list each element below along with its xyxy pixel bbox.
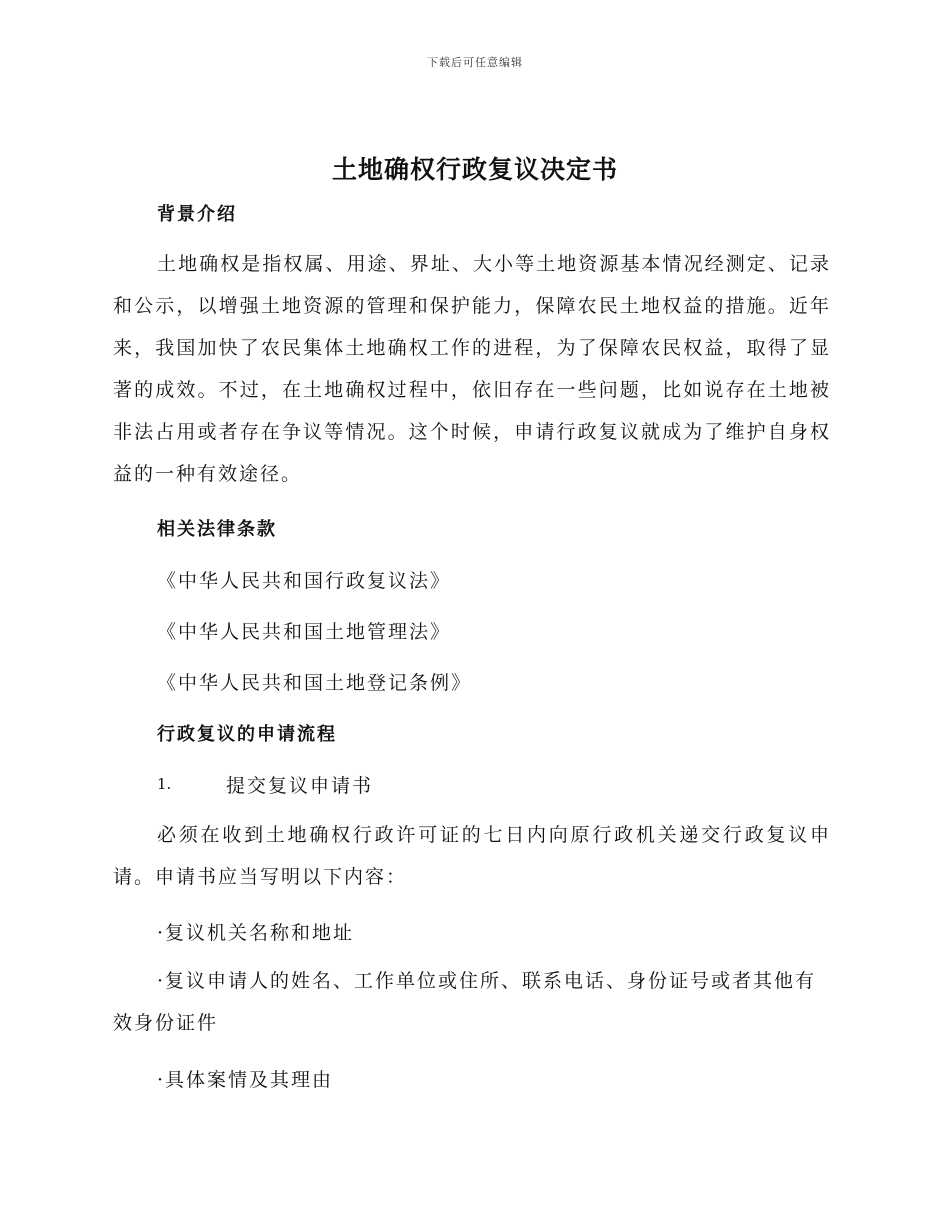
law-item: 《中华人民共和国土地管理法》 bbox=[157, 621, 452, 643]
background-paragraph: 土地确权是指权属、用途、界址、大小等土地资源基本情况经测定、记录和公示，以增强土地资源的管理和保护能力，保障农民土地权益的措施。近年来，我国加快了农民集体土地确权工作的进程，为了保障农民权益，取得了显著的成效。不过，在土地确权过程中，依旧存在一些问题，比如说存在土地被非法占用或者存在争议等情况。这个时候，申请行政复议就成为了维护自身权益的一种有效途径。 bbox=[113, 253, 831, 485]
bullet-item: ·具体案情及其理由 bbox=[157, 1069, 334, 1091]
law-item: 《中华人民共和国土地登记条例》 bbox=[157, 672, 473, 694]
step-number: 1. bbox=[157, 775, 172, 793]
page-header-note: 下载后可任意编辑 bbox=[427, 56, 523, 69]
step-label: 提交复议申请书 bbox=[226, 775, 374, 797]
section-heading-process: 行政复议的申请流程 bbox=[157, 724, 337, 745]
law-item: 《中华人民共和国行政复议法》 bbox=[157, 570, 452, 592]
section-heading-laws: 相关法律条款 bbox=[157, 519, 277, 540]
bullet-item: ·复议申请人的姓名、工作单位或住所、联系电话、身份证号或者其他有效身份证件 bbox=[113, 970, 817, 1034]
section-heading-background: 背景介绍 bbox=[157, 204, 237, 225]
document-title: 土地确权行政复议决定书 bbox=[331, 155, 618, 184]
bullet-item: ·复议机关名称和地址 bbox=[157, 922, 355, 944]
step1-paragraph: 必须在收到土地确权行政许可证的七日内向原行政机关递交行政复议申请。申请书应当写明以下内容： bbox=[113, 824, 831, 888]
